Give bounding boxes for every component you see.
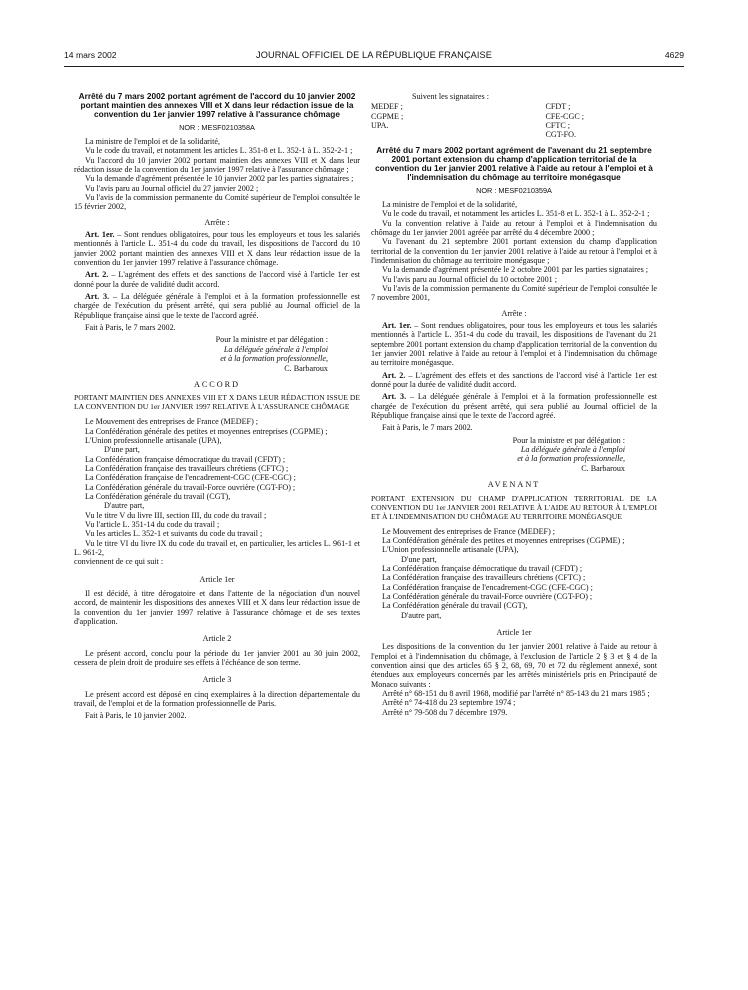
article-number: Art. 3. <box>85 292 110 302</box>
arrete-heading: Arrête : <box>204 217 230 227</box>
arrete-heading: Arrête : <box>501 308 527 318</box>
left-column <box>74 92 360 721</box>
article-paragraph <box>371 371 657 390</box>
table-row <box>371 102 657 111</box>
party-line: La Confédération générale du travail-Force ouvrière (CGT-FO) ; <box>85 482 296 492</box>
nor-reference-1: NOR : MESF0210358A <box>179 122 255 132</box>
dune-part: D'une part, <box>401 554 437 564</box>
party-line: La Confédération générale des petites et moyennes entreprises (CGPME) ; <box>85 426 328 436</box>
accord-heading: ACCORD <box>193 379 241 389</box>
signature-line: et à la formation professionnelle, <box>517 454 625 464</box>
intro-line: Vu l'avis de la commission permanente du Comité supérieur de l'emploi consultée le 7 novembre 2001, <box>371 283 657 303</box>
intro-line: Vu l'accord du 10 janvier 2002 portant maintien des annexes VIII et X dans leur rédaction issue de la convention du 1er janvier 1997 relative à l'assurance chômage ; <box>74 155 360 174</box>
intro-line: Vu la demande d'agrément présentée le 2 octobre 2001 par les parties signataires ; <box>382 265 649 275</box>
article-number: Art. 1er. <box>382 321 412 330</box>
intro-line: Vu l'avis paru au Journal officiel du 27 janvier 2002 ; <box>85 183 259 193</box>
intro-line: Vu l'avenant du 21 septembre 2001 portant extension du champ d'application territorial de la convention du 1er janvier 2001 relative à l'aide au retour à l'emploi et à l'indemnisation du chômage au territoire monégasque ; <box>371 237 657 265</box>
party-line: La Confédération française démocratique du travail (CFDT) ; <box>85 454 286 464</box>
article-body: Le présent accord est déposé en cinq exemplaires à la direction départementale du travail, de l'emploi et de la formation professionnelle de Paris. <box>74 689 360 709</box>
article-paragraph <box>371 392 657 420</box>
intro-line: Vu la convention relative à l'aide au retour à l'emploi et à l'indemnisation du chômage du 1er janvier 2001 agréée par arrêté du 4 décembre 2000 ; <box>371 218 657 237</box>
party-line: La Confédération générale des petites et moyennes entreprises (CGPME) ; <box>382 535 625 545</box>
article-paragraph <box>74 270 360 289</box>
decree-title-2: Arrêté du 7 mars 2002 portant agrément de l'avenant du 21 septembre 2001 portant extension du champ d'application territorial de la convention du 1er janvier 2001 relative à l'aide au retour à l'emploi et à l'indemnisation du chômage au territoire monégasque <box>375 144 653 183</box>
avenant-title: PORTANT EXTENSION DU CHAMP D'APPLICATION TERRITORIAL DE LA CONVENTION DU 1er JANVIER 2001 RELATIVE À L'AIDE AU RETOUR À L'EMPLOI ET À L'INDEMNISATION DU CHÔMAGE AU TERRITOIRE MONÉGASQUE <box>371 493 657 521</box>
article-body: Le présent accord, conclu pour la période du 1er janvier 2001 au 30 juin 2002, cessera de plein droit de produire ses effets à l'échéance de son terme. <box>74 648 360 668</box>
party-line: L'Union professionnelle artisanale (UPA), <box>85 435 222 445</box>
article-paragraph <box>371 321 657 368</box>
accord-title: PORTANT MAINTIEN DES ANNEXES VIII ET X DANS LEUR RÉDACTION ISSUE DE LA CONVENTION DU 1er JANVIER 1997 RELATIVE À L'ASSURANCE CHÔMAGE <box>74 393 360 412</box>
article-text: – Sont rendues obligatoires, pour tous les employeurs et tous les salariés mentionnés à l'article L. 351-4 du code du travail, les dispositions de l'accord du 10 janvier 2002 portant maintien des annexes VIII et X dans leur rédaction issue de la convention du 1er janvier 1997 relative à l'assurance chômage. <box>74 230 360 268</box>
article-body: Les dispositions de la convention du 1er janvier 2001 relative à l'aide au retour à l'emploi et à l'indemnisation du chômage, à l'exclusion de l'article 2 § 3 et § 4 de la convention ainsi que des articles 65 § 2, 68, 69, 70 et 72 du règlement annexé, sont étendues aux employeurs concernés par les arrêtés ministériels pris en Principauté de Monaco suivants : <box>371 642 657 689</box>
signatory: CGT-FO. <box>545 130 577 140</box>
article-number: Art. 1er. <box>85 230 115 240</box>
intro-line: Vu le code du travail, et notamment les articles L. 351-8 et L. 352-1 à L. 352-2-1 ; <box>382 209 650 219</box>
signatories-table <box>371 102 657 139</box>
decree-title-1: Arrêté du 7 mars 2002 portant agrément de l'accord du 10 janvier 2002 portant maintien des annexes VIII et X dans leur rédaction issue de la convention du 1er janvier 1997 relative à l'assurance chômage <box>78 91 356 120</box>
signatory: MEDEF ; <box>371 102 403 112</box>
signature-name: C. Barbaroux <box>284 363 328 373</box>
article-heading: Article 3 <box>202 675 232 685</box>
signatories-heading: Suivent les signataires : <box>412 92 489 101</box>
vu-line: Vu l'article L. 351-14 du code du travail ; <box>85 519 220 529</box>
arrete-line: Arrêté n° 68-151 du 8 avril 1968, modifié par l'arrêté n° 85-143 du 21 mars 1985 ; <box>382 689 650 698</box>
right-column <box>371 92 657 717</box>
article-number: Art. 2. <box>85 270 109 280</box>
signature-line: et à la formation professionnelle, <box>220 354 328 364</box>
signatory <box>371 130 417 139</box>
header-journal-title: JOURNAL OFFICIEL DE LA RÉPUBLIQUE FRANÇAISE <box>256 50 492 60</box>
signature-line: Pour la ministre et par délégation : <box>512 435 625 445</box>
party-line: Le Mouvement des entreprises de France (MEDEF) ; <box>382 526 556 536</box>
signatory: CFE-CGC ; <box>545 111 585 121</box>
article-number: Art. 2. <box>382 370 406 380</box>
article-text: – L'agrément des effets et des sanctions de l'accord visé à l'article 1er est donné pour la durée de validité dudit accord. <box>371 370 658 390</box>
party-line: L'Union professionnelle artisanale (UPA), <box>382 545 519 555</box>
party-line: La Confédération générale du travail-Force ouvrière (CGT-FO) ; <box>382 591 593 601</box>
article-text: – La déléguée générale à l'emploi et à la formation professionnelle est chargée de l'exécution du présent arrêté, qui sera publié au Journal officiel de la République française ainsi que le texte de l'accord agréé. <box>74 292 360 320</box>
intro-line: Vu le code du travail, et notamment les articles L. 351-8 et L. 352-1 à L. 352-2-1 ; <box>85 146 353 156</box>
done-at: Fait à Paris, le 7 mars 2002. <box>85 323 176 333</box>
dautre-part: D'autre part, <box>104 501 145 511</box>
done-at: Fait à Paris, le 10 janvier 2002. <box>85 711 187 721</box>
table-row <box>371 130 657 139</box>
dautre-part: D'autre part, <box>401 610 442 620</box>
header-date: 14 mars 2002 <box>64 50 117 60</box>
vu-line: Vu le titre VI du livre IX du code du travail et, en particulier, les articles L. 961-1 et L. 961-2, <box>74 538 360 558</box>
party-line: La Confédération française des travailleurs chrétiens (CFTC) ; <box>382 573 586 583</box>
signature-name: C. Barbaroux <box>581 463 625 473</box>
conviennent-line: conviennent de ce qui suit : <box>74 557 164 567</box>
article-number: Art. 3. <box>382 392 407 402</box>
signature-block <box>371 436 657 473</box>
signature-line: La déléguée générale à l'emploi <box>520 445 625 455</box>
signatory: CFDT ; <box>545 102 571 112</box>
party-line: La Confédération générale du travail (CGT), <box>382 601 528 611</box>
party-line: Le Mouvement des entreprises de France (MEDEF) ; <box>85 417 259 427</box>
article-heading: Article 1er <box>496 627 532 637</box>
signatory: CGPME ; <box>371 111 404 121</box>
signature-block <box>74 335 360 372</box>
intro-line: Vu la demande d'agrément présentée le 10 janvier 2002 par les parties signataires ; <box>85 174 354 184</box>
header-page-number: 4629 <box>664 50 684 60</box>
intro-line: Vu l'avis de la commission permanente du Comité supérieur de l'emploi consultée le 15 février 2002, <box>74 193 360 212</box>
vu-line: Vu le titre V du livre III, section III, du code du travail ; <box>85 510 267 520</box>
table-row <box>371 121 657 130</box>
party-line: La Confédération française des travailleurs chrétiens (CFTC) ; <box>85 463 289 473</box>
signature-line: Pour la ministre et par délégation : <box>215 335 328 345</box>
avenant-heading: AVENANT <box>487 480 541 490</box>
intro-line: La ministre de l'emploi et de la solidarité, <box>85 136 221 146</box>
article-paragraph <box>74 292 360 320</box>
party-line: La Confédération générale du travail (CGT), <box>85 491 231 501</box>
arrete-line: Arrêté n° 74-418 du 23 septembre 1974 ; <box>382 698 516 708</box>
article-body: Il est décidé, à titre dérogatoire et dans l'attente de la négociation d'un nouvel accord, de maintenir les dispositions des annexes VIII et X dans leur rédaction issue de la convention du 1er janvier 1997 relative à l'assurance chômage et de ses textes d'application. <box>74 589 360 627</box>
intro-line: La ministre de l'emploi et de la solidarité, <box>382 199 518 209</box>
dune-part: D'une part, <box>104 445 140 455</box>
done-at: Fait à Paris, le 7 mars 2002. <box>382 423 473 433</box>
vu-line: Vu les articles L. 352-1 et suivants du code du travail ; <box>85 529 263 539</box>
party-line: La Confédération française de l'encadrement-CGC (CFE-CGC) ; <box>85 473 296 483</box>
article-text: – La déléguée générale à l'emploi et à la formation professionnelle est chargée de l'exécution du présent arrêté, qui sera publié au Journal officiel de la République française ainsi que le texte de l'accord agréé. <box>371 392 657 421</box>
arrete-line: Arrêté n° 79-508 du 7 décembre 1979. <box>382 707 508 717</box>
party-line: La Confédération française de l'encadrement-CGC (CFE-CGC) ; <box>382 582 593 592</box>
header-rule <box>64 66 684 67</box>
signatory: UPA. <box>371 121 389 131</box>
party-line: La Confédération française démocratique du travail (CFDT) ; <box>382 563 583 573</box>
signatory: CFTC ; <box>545 121 571 131</box>
signature-line: La déléguée générale à l'emploi <box>223 344 328 354</box>
table-row <box>371 112 657 121</box>
article-text: – L'agrément des effets et des sanctions de l'accord visé à l'article 1er est donné pour la durée de validité dudit accord. <box>74 270 361 289</box>
nor-reference-2: NOR : MESF0210359A <box>476 185 552 195</box>
article-text: – Sont rendues obligatoires, pour tous les employeurs et tous les salariés mentionnés à l'article L. 351-4 du code du travail, les dispositions de l'avenant du 21 septembre 2001 portant extension du champ d'application territorial de la convention du 1er janvier 2001 relative à l'aide au retour à l'emploi et à l'indemnisation du chômage au territoire monégasque. <box>371 321 657 368</box>
article-paragraph <box>74 230 360 267</box>
intro-line: Vu l'avis paru au Journal officiel du 10 octobre 2001 ; <box>382 274 558 284</box>
article-heading: Article 2 <box>202 634 232 644</box>
article-heading: Article 1er <box>199 574 235 584</box>
page-header <box>64 50 684 64</box>
